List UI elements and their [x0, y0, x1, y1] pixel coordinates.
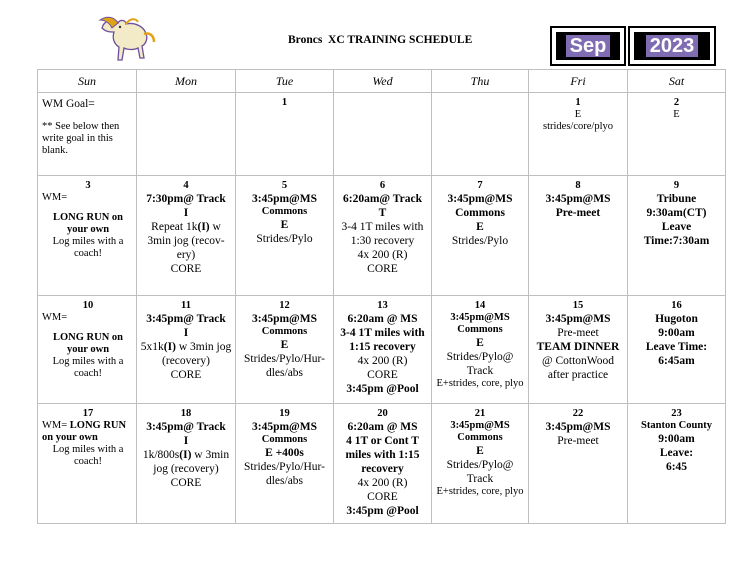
cell-text: w 3min jog (recovery) [153, 449, 230, 475]
wm-goal-label: WM Goal= [42, 98, 95, 110]
cell-line: Leave Time: [645, 341, 708, 353]
cell-line: TEAM DINNER [536, 341, 620, 353]
cell-line: 3:45pm@MS [251, 193, 317, 205]
day-number: 21 [474, 408, 486, 419]
day-number: 17 [82, 408, 94, 419]
cell-line: Strides/Pylo/Hur-dles/abs [244, 461, 325, 487]
day-number: 7 [477, 180, 483, 191]
cell-line: 6:20am @ MS [347, 313, 418, 325]
cell-line: 6:20am@ Track [343, 193, 422, 205]
cell-line: Log miles with a coach! [52, 356, 124, 379]
cell-line: 3:45pm@MS [450, 312, 510, 323]
cell-line: Commons [457, 324, 503, 335]
day-number: 5 [281, 180, 288, 191]
day-number: 1 [575, 97, 581, 108]
day-cell [137, 93, 236, 176]
cell-line: 3:45pm@MS [545, 193, 611, 205]
day-header-fri: Fri [529, 70, 628, 93]
day-number: 12 [279, 300, 290, 311]
year-badge [628, 26, 716, 66]
day-cell [137, 176, 236, 296]
cell-text: Repeat 1k [151, 221, 198, 233]
cell-line: I [183, 327, 189, 339]
cell-line: E [476, 337, 484, 349]
bronco-horse-logo-icon [96, 14, 158, 66]
day-number: 8 [575, 180, 581, 191]
cell-line: E+strides, core, plyo [436, 486, 524, 497]
cell-line: Strides/Pylo [256, 233, 313, 245]
cell-line: E [476, 221, 484, 233]
cell-line: T [378, 207, 387, 219]
day-cell [432, 93, 529, 176]
day-cell [529, 404, 628, 524]
cell-line: strides/core/plyo [543, 121, 613, 132]
cell-line: E +400s [265, 447, 304, 459]
year-label: 2023 [646, 35, 699, 57]
day-number: 22 [572, 408, 584, 419]
day-number: 20 [377, 408, 388, 419]
day-cell [628, 404, 726, 524]
cell-line: Commons [457, 432, 503, 443]
day-header-thu: Thu [432, 70, 529, 93]
cell-line: 6:45 [665, 461, 688, 473]
week-row [38, 296, 726, 404]
cell-line: 3:45pm@MS [545, 313, 611, 325]
cell-line: Strides/Pylo@ Track [446, 351, 514, 377]
cell-line: 3:45pm@MS [545, 421, 611, 433]
day-cell [236, 296, 334, 404]
cell-line: 4 1T or Cont T miles with 1:15 recovery [345, 435, 420, 475]
month-badge [550, 26, 626, 66]
day-cell [529, 296, 628, 404]
cell-line: Pre-meet [557, 435, 599, 447]
cell-line: 9:30am(CT) [646, 207, 707, 219]
cell-line: Pre-meet [555, 207, 601, 219]
cell-line: CORE [170, 369, 202, 381]
cell-line: WM= [42, 312, 68, 323]
cell-line: 6:45am [658, 355, 695, 367]
day-cell [628, 296, 726, 404]
day-number: 4 [183, 180, 189, 191]
cell-line [42, 420, 134, 444]
day-number: 13 [377, 300, 388, 311]
cell-line: 3:45pm@MS [251, 421, 317, 433]
cell-text: (I) [163, 341, 176, 353]
cell-line: CORE [367, 369, 398, 381]
cell-line: 3-4 1T miles with 1:15 recovery [340, 327, 425, 353]
week-row [38, 176, 726, 296]
day-number: 3 [85, 180, 91, 191]
cell-line: Hugoton [655, 313, 698, 325]
day-number: 1 [281, 97, 288, 108]
cell-line: Leave: [659, 447, 694, 459]
cell-line: E+strides, core, plyo [436, 378, 524, 389]
cell-line: I [183, 207, 189, 219]
cell-text: w 3min jog (recovery) [162, 341, 232, 367]
cell-line: 7:30pm@ Track [146, 193, 226, 205]
cell-line [139, 448, 233, 476]
day-cell [236, 176, 334, 296]
day-cell [236, 93, 334, 176]
day-header-wed: Wed [334, 70, 432, 93]
day-number: 14 [474, 300, 486, 311]
cell-line: Tribune [656, 193, 697, 205]
cell-line: 6:20am @ MS [347, 421, 418, 433]
cell-text: WM= [42, 420, 70, 431]
week-row [38, 404, 726, 524]
cell-line: E [673, 109, 680, 120]
day-cell [38, 296, 137, 404]
cell-line: Stanton County [641, 420, 712, 431]
cell-line: Log miles with a coach! [52, 236, 124, 259]
day-number: 10 [82, 300, 94, 311]
cell-line: I [183, 435, 189, 447]
cell-line: 3:45pm@MS [450, 420, 510, 431]
cell-text: 5x1k [140, 341, 164, 353]
cell-line: WM= [42, 192, 68, 203]
day-number: 23 [671, 408, 682, 419]
calendar-table [37, 69, 726, 524]
cell-line: E [280, 339, 289, 351]
cell-line: Log miles with a coach! [52, 444, 124, 467]
cell-line: 3:45pm@ Track [146, 421, 226, 433]
cell-line: 3:45pm@MS [251, 313, 317, 325]
cell-line: CORE [170, 263, 202, 275]
cell-text: (I) [179, 449, 192, 461]
cell-line: 4x 200 (R) [357, 477, 408, 489]
wm-goal-note: ** See below then write goal in this blank. [42, 121, 120, 156]
cell-line: @ CottonWood after practice [542, 355, 614, 381]
cell-line [139, 340, 233, 368]
day-number: 11 [181, 300, 191, 311]
day-cell [334, 404, 432, 524]
cell-line: Commons [261, 206, 308, 217]
cell-line: 3:45pm @Pool [346, 383, 419, 395]
cell-text: LONG RUN on your own [42, 420, 127, 443]
day-number: 16 [671, 300, 682, 311]
day-header-mon: Mon [137, 70, 236, 93]
cell-line [139, 220, 233, 262]
cell-line: LONG RUN on your own [52, 332, 123, 355]
day-cell [137, 404, 236, 524]
cell-line: Leave Time:7:30am [643, 221, 710, 247]
day-cell [432, 296, 529, 404]
cell-line: Strides/Pylo [451, 235, 509, 247]
cell-line: 9:00am [658, 433, 695, 445]
day-cell [529, 93, 628, 176]
day-cell [334, 93, 432, 176]
cell-line: 3-4 1T miles with 1:30 recovery [341, 221, 424, 247]
day-header-sun: Sun [38, 70, 137, 93]
cell-line: CORE [170, 477, 202, 489]
cell-line: CORE [367, 263, 398, 275]
cell-line: Strides/Pylo@ Track [446, 459, 514, 485]
cell-line: 3:45pm @Pool [346, 505, 419, 517]
day-number: 18 [180, 408, 192, 419]
cell-line: E [574, 109, 582, 120]
cell-line: 4x 200 (R) [357, 355, 408, 367]
day-cell [38, 404, 137, 524]
day-cell [137, 296, 236, 404]
day-number: 2 [673, 97, 680, 108]
day-number: 9 [673, 180, 680, 191]
day-header-row [38, 70, 726, 93]
page-title: Broncs XC TRAINING SCHEDULE [288, 34, 473, 46]
cell-line: Strides/Pylo/Hur-dles/abs [244, 353, 325, 379]
day-cell [236, 404, 334, 524]
cell-line: Commons [261, 434, 308, 445]
cell-text: 1k/800s [142, 449, 180, 461]
cell-line: E [476, 445, 484, 457]
month-label: Sep [566, 35, 611, 57]
cell-line: CORE [367, 491, 398, 503]
cell-line: 9:00am [658, 327, 695, 339]
day-cell [432, 404, 529, 524]
week-row [38, 93, 726, 176]
day-cell [432, 176, 529, 296]
day-header-sat: Sat [628, 70, 726, 93]
day-number: 6 [379, 180, 386, 191]
day-number: 19 [279, 408, 290, 419]
cell-line: 4x 200 (R) [357, 249, 408, 261]
cell-line: 3:45pm@MS Commons [447, 193, 513, 219]
day-cell [628, 176, 726, 296]
day-cell [38, 93, 137, 176]
cell-line: E [280, 219, 289, 231]
day-cell [334, 176, 432, 296]
cell-line: LONG RUN on your own [52, 212, 123, 235]
cell-line: Pre-meet [557, 327, 599, 339]
cell-text: w 3min jog (recov-ery) [147, 221, 225, 261]
cell-line: 3:45pm@ Track [146, 313, 226, 325]
cell-text: (I) [197, 221, 210, 233]
day-cell [38, 176, 137, 296]
day-header-tue: Tue [236, 70, 334, 93]
cell-line: Commons [261, 326, 308, 337]
day-cell [334, 296, 432, 404]
day-cell [529, 176, 628, 296]
day-number: 15 [572, 300, 584, 311]
day-cell [628, 93, 726, 176]
